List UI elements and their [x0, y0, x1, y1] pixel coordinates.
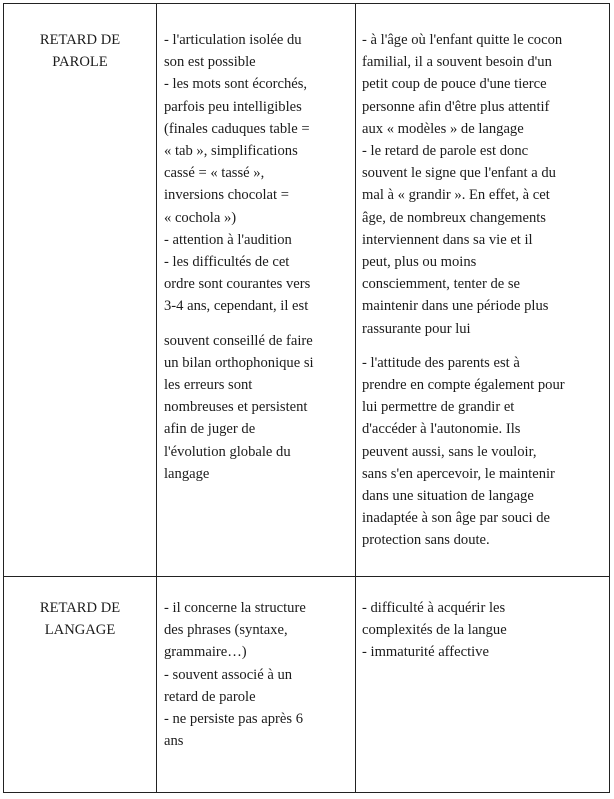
text-line: langage	[164, 465, 210, 482]
text-line: - difficulté à acquérir les	[362, 600, 506, 616]
text-line: nombreuses et persistent	[164, 399, 308, 416]
text-line: peut, plus ou moins	[362, 254, 477, 271]
text-line: son est possible	[164, 54, 256, 71]
text-line: - l'attitude des parents est à	[362, 354, 520, 371]
text-line: « cochola »)	[164, 209, 237, 226]
text-line: petit coup de pouce d'une tierce	[362, 76, 547, 93]
column-divider-2	[355, 4, 356, 792]
text-line: un bilan orthophonique si	[164, 354, 314, 371]
text-line: - l'articulation isolée du	[164, 32, 302, 48]
text-line: cassé = « tassé »,	[164, 165, 265, 182]
text-line: peuvent aussi, sans le vouloir,	[362, 443, 537, 460]
text-line: rassurante pour lui	[362, 320, 471, 337]
text-line: aux « modèles » de langage	[362, 120, 524, 137]
langage-characteristics-cell	[164, 597, 352, 752]
text-line: - il concerne la structure	[164, 600, 306, 616]
text-line: mal à « grandir ». En effet, à cet	[362, 187, 550, 204]
text-line: ans	[164, 733, 184, 750]
text-line: - le retard de parole est donc	[362, 143, 529, 160]
text-line: interviennent dans sa vie et il	[362, 231, 533, 248]
heading-line: RETARD DE	[39, 32, 121, 48]
text-line: d'accéder à l'autonomie. Ils	[362, 421, 521, 438]
text-line: grammaire…)	[164, 644, 247, 661]
text-line: consciemment, tenter de se	[362, 276, 521, 293]
text-line: maintenir dans une période plus	[362, 298, 549, 315]
text-line: prendre en compte également pour	[362, 377, 565, 394]
text-line: familial, il a souvent besoin d'un	[362, 54, 552, 71]
text-line: des phrases (syntaxe,	[164, 622, 288, 639]
text-line: ordre sont courantes vers	[164, 276, 311, 293]
text-line: parfois peu intelligibles	[164, 98, 302, 115]
row-heading-retard-de-langage	[4, 597, 156, 641]
text-line: dans une situation de langage	[362, 488, 534, 505]
text-line: souvent conseillé de faire	[164, 332, 313, 349]
text-line: - les difficultés de cet	[164, 254, 290, 271]
parole-context-cell	[362, 29, 608, 552]
heading-line: RETARD DE	[39, 600, 121, 616]
text-line: - à l'âge où l'enfant quitte le cocon	[362, 32, 563, 48]
text-line: sans s'en apercevoir, le maintenir	[362, 465, 555, 482]
text-line: (finales caduques table =	[164, 120, 310, 137]
text-line: afin de juger de	[164, 421, 256, 438]
text-line: personne afin d'être plus attentif	[362, 98, 550, 115]
text-line: retard de parole	[164, 688, 256, 705]
text-line: l'évolution globale du	[164, 443, 291, 460]
heading-line: LANGAGE	[44, 622, 116, 639]
text-line: inadaptée à son âge par souci de	[362, 510, 551, 527]
langage-context-cell	[362, 597, 608, 664]
text-line: « tab », simplifications	[164, 143, 298, 160]
heading-line: PAROLE	[52, 54, 108, 71]
text-line: souvent le signe que l'enfant a du	[362, 165, 556, 182]
comparison-table	[3, 3, 610, 793]
text-line: - attention à l'audition	[164, 231, 292, 248]
text-line: 3-4 ans, cependant, il est	[164, 298, 309, 315]
text-line: lui permettre de grandir et	[362, 399, 515, 416]
text-line: - souvent associé à un	[164, 666, 293, 683]
parole-characteristics-cell	[164, 29, 352, 485]
text-line: - ne persiste pas après 6	[164, 711, 303, 728]
text-line: inversions chocolat =	[164, 187, 289, 204]
row-divider	[4, 576, 609, 577]
text-line: complexités de la langue	[362, 622, 507, 639]
row-heading-retard-de-parole	[4, 29, 156, 73]
column-divider-1	[156, 4, 157, 792]
text-line: - immaturité affective	[362, 644, 489, 661]
text-line: âge, de nombreux changements	[362, 209, 546, 226]
text-line: les erreurs sont	[164, 377, 253, 394]
text-line: - les mots sont écorchés,	[164, 76, 308, 93]
text-line: protection sans doute.	[362, 532, 490, 549]
